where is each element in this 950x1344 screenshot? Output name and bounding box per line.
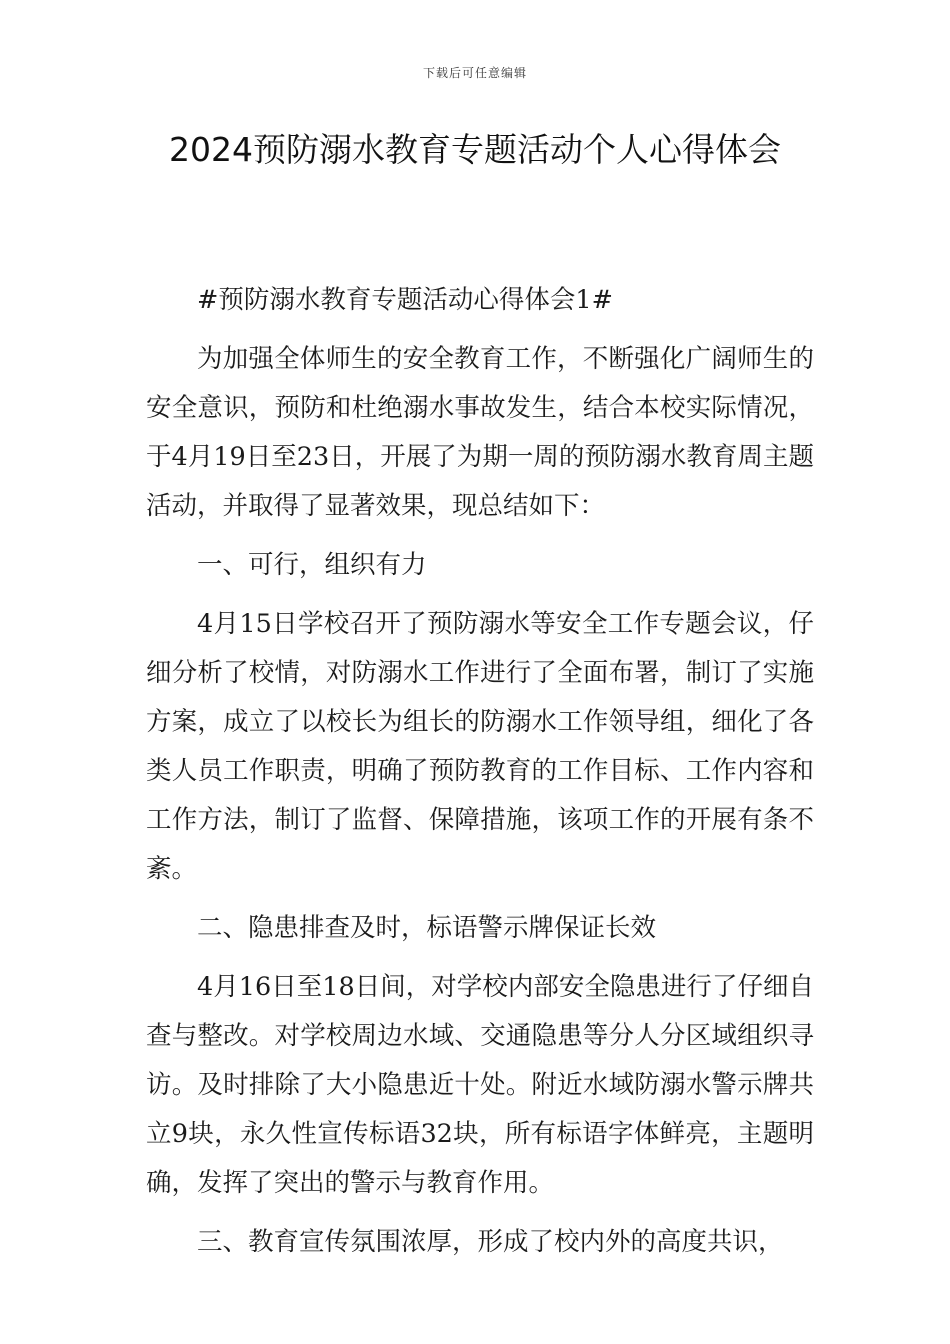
paragraph-heading-1: 一、可行，组织有力 — [197, 550, 427, 580]
header-note: 下载后可任意编辑 — [422, 66, 527, 80]
paragraph-heading-2: 二、隐患排查及时，标语警示牌保证长效 — [197, 913, 657, 943]
paragraph-section-heading: #预防溺水教育专题活动心得体会1# — [197, 285, 613, 315]
paragraph-heading-3: 三、教育宣传氛围浓厚，形成了校内外的高度共识， — [197, 1227, 784, 1257]
paragraph-body-1: 4月15日学校召开了预防溺水等安全工作专题会议，仔细分析了校情，对防溺水工作进行了全面布署，制订了实施方案，成立了以校长为组长的防溺水工作领导组，细化了各类人员工作职责，明确了预防教育的工作目标、工作内容和工作方法，制订了监督、保障措施，该项工作的开展有条不紊。 — [146, 609, 814, 884]
document-body — [146, 276, 814, 1277]
paragraph-body-2: 4月16日至18日间，对学校内部安全隐患进行了仔细自查与整改。对学校周边水域、交通隐患等分人分区域组织寻访。及时排除了大小隐患近十处。附近水域防溺水警示牌共立9块，永久性宣传标语32块，所有标语字体鲜亮，主题明确，发挥了突出的警示与教育作用。 — [146, 972, 814, 1198]
document-title: 2024预防溺水教育专题活动个人心得体会 — [169, 130, 781, 169]
paragraph-intro: 为加强全体师生的安全教育工作，不断强化广阔师生的安全意识，预防和杜绝溺水事故发生，结合本校实际情况，于4月19日至23日，开展了为期一周的预防溺水教育周主题活动，并取得了显著效果，现总结如下： — [146, 344, 814, 521]
